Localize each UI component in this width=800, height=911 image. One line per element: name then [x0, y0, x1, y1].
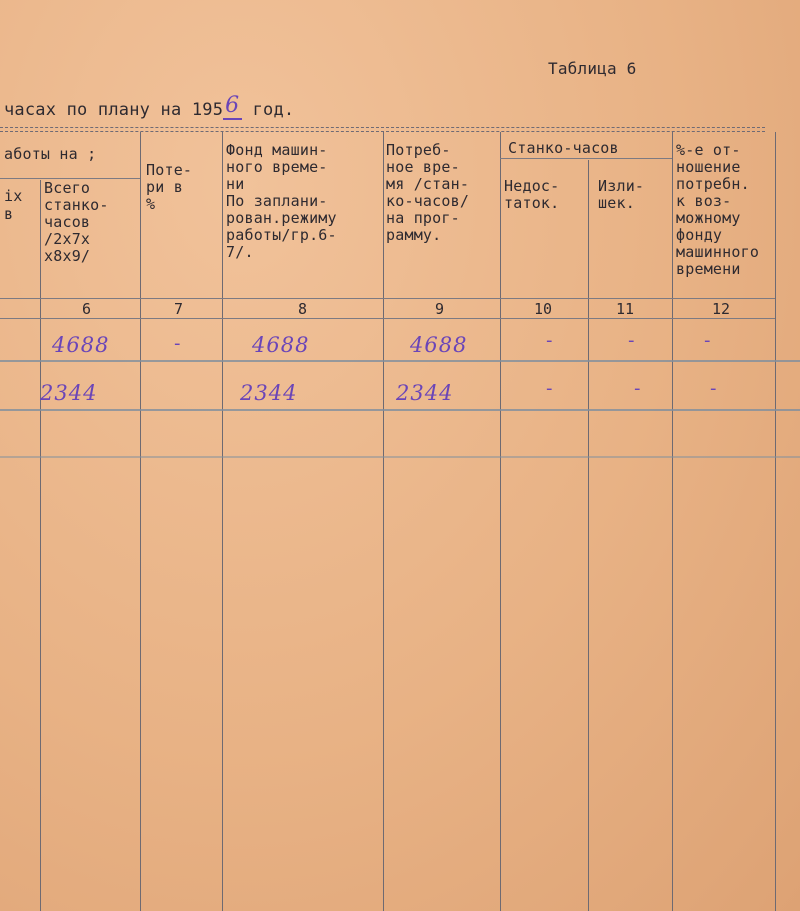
col9-header-line: Потреб- — [386, 141, 451, 159]
group-rule-col10-11 — [500, 158, 672, 159]
col8-header-line: рован.режиму — [226, 209, 337, 227]
col8-header-line: ного време- — [226, 158, 328, 176]
col6-header-line: Всего — [44, 179, 91, 197]
col10-header-line: таток. — [504, 194, 560, 212]
col8-header — [226, 142, 337, 261]
grid-vline-1 — [40, 180, 41, 911]
row2-col8: 2344 — [240, 381, 298, 405]
col11-header-line: Изли- — [598, 177, 645, 195]
title-suffix: год. — [252, 100, 295, 120]
row1-col7: - — [174, 333, 181, 354]
col10-header-line: Недос- — [504, 177, 560, 195]
title-prefix: часах по плану на 195 — [4, 100, 224, 120]
row2-col9: 2344 — [396, 381, 454, 405]
col12-header-line: ношение — [676, 158, 741, 176]
grid-vline-6 — [588, 160, 589, 911]
col8-header-line: Фонд машин- — [226, 141, 328, 159]
col9-header-line: ко-часов/ — [386, 192, 470, 210]
col9-header-line: на прог- — [386, 209, 460, 227]
col12-header-line: машинного — [676, 243, 760, 261]
row1-col9: 4688 — [410, 333, 468, 357]
row2-col11: - — [634, 378, 641, 399]
row2-rule — [0, 409, 800, 411]
col7-header-line: % — [146, 195, 156, 213]
document-title — [4, 93, 295, 120]
column-number-9: 9 — [435, 300, 445, 318]
column-number-8: 8 — [298, 300, 308, 318]
col5-fragment-2: в — [4, 205, 14, 223]
col5-fragment-1: ix — [4, 187, 23, 205]
col6-group-header: аботы на ; — [4, 145, 97, 163]
row1-col10: - — [546, 330, 553, 351]
grid-vline-5 — [500, 132, 501, 911]
grid-vline-7 — [672, 132, 673, 911]
col12-header-line: потребн. — [676, 175, 750, 193]
col9-header-line: ное вре- — [386, 158, 460, 176]
col12-header-line: к воз- — [676, 192, 732, 210]
column-number-7: 7 — [174, 300, 184, 318]
header-top-rule — [0, 127, 765, 128]
col9-header — [386, 142, 469, 244]
colnum-bottom-rule — [0, 318, 775, 319]
col6-header-line: /2х7х — [44, 230, 91, 248]
col12-header-line: фонду — [676, 226, 723, 244]
col8-header-line: работы/гр.6- — [226, 226, 337, 244]
column-number-12: 12 — [712, 300, 731, 318]
col9-header-line: мя /стан- — [386, 175, 470, 193]
grid-vline-8 — [775, 132, 776, 911]
col7-header — [146, 162, 192, 213]
col6-header-line: х8х9/ — [44, 247, 91, 265]
col8-header-line: 7/. — [226, 243, 254, 261]
colnum-top-rule — [0, 298, 775, 299]
row2-col6: 2344 — [40, 381, 98, 405]
col12-header-line: времени — [676, 260, 741, 278]
row3-rule — [0, 456, 800, 458]
row1-rule — [0, 360, 800, 362]
column-number-6: 6 — [82, 300, 92, 318]
row1-col12: - — [704, 330, 711, 351]
col8-header-line: По заплани- — [226, 192, 328, 210]
col12-header-line: можному — [676, 209, 741, 227]
col6-header — [44, 180, 109, 265]
column-number-11: 11 — [616, 300, 635, 318]
group-header-10-11: Станко-часов — [508, 139, 619, 157]
col6-header-line: часов — [44, 213, 91, 231]
column-number-10: 10 — [534, 300, 553, 318]
col7-header-line: ри в — [146, 178, 183, 196]
col6-header-line: станко- — [44, 196, 109, 214]
row1-col8: 4688 — [252, 333, 310, 357]
table-label: Таблица 6 — [548, 59, 637, 78]
col8-header-line: ни — [226, 175, 245, 193]
col9-header-line: рамму. — [386, 226, 442, 244]
col12-header — [676, 142, 759, 278]
grid-vline-3 — [222, 132, 223, 911]
col10-header — [504, 178, 559, 212]
row1-col6: 4688 — [52, 333, 110, 357]
handwritten-year-digit: 6 — [225, 93, 241, 118]
col7-header-line: Поте- — [146, 161, 193, 179]
col11-header — [598, 178, 644, 212]
col12-header-line: %-е от- — [676, 141, 741, 159]
row1-col11: - — [628, 330, 635, 351]
col11-header-line: шек. — [598, 194, 635, 212]
row2-col12: - — [710, 378, 717, 399]
row2-col10: - — [546, 378, 553, 399]
grid-vline-4 — [383, 132, 384, 911]
grid-vline-2 — [140, 132, 141, 911]
